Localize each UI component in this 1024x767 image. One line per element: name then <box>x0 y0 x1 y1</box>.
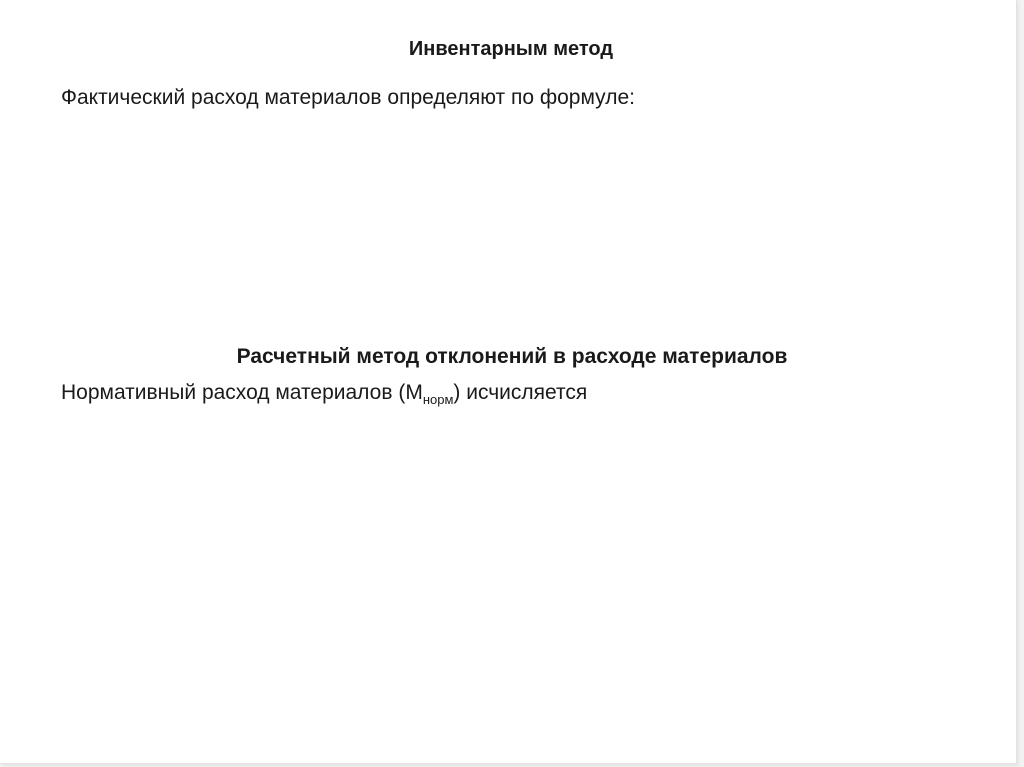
section-title-inventory-method: Инвентарным метод <box>408 38 614 60</box>
normative-text-after: ) исчисляется <box>453 381 588 404</box>
actual-consumption-text: Фактический расход материалов определяют по формуле: <box>61 86 635 109</box>
norm-subscript: норм <box>422 392 454 407</box>
normative-consumption-text <box>61 380 587 406</box>
section-title-calculation-method: Расчетный метод отклонений в расходе материалов <box>236 345 788 368</box>
normative-text-before: Нормативный расход материалов (М <box>61 381 423 404</box>
